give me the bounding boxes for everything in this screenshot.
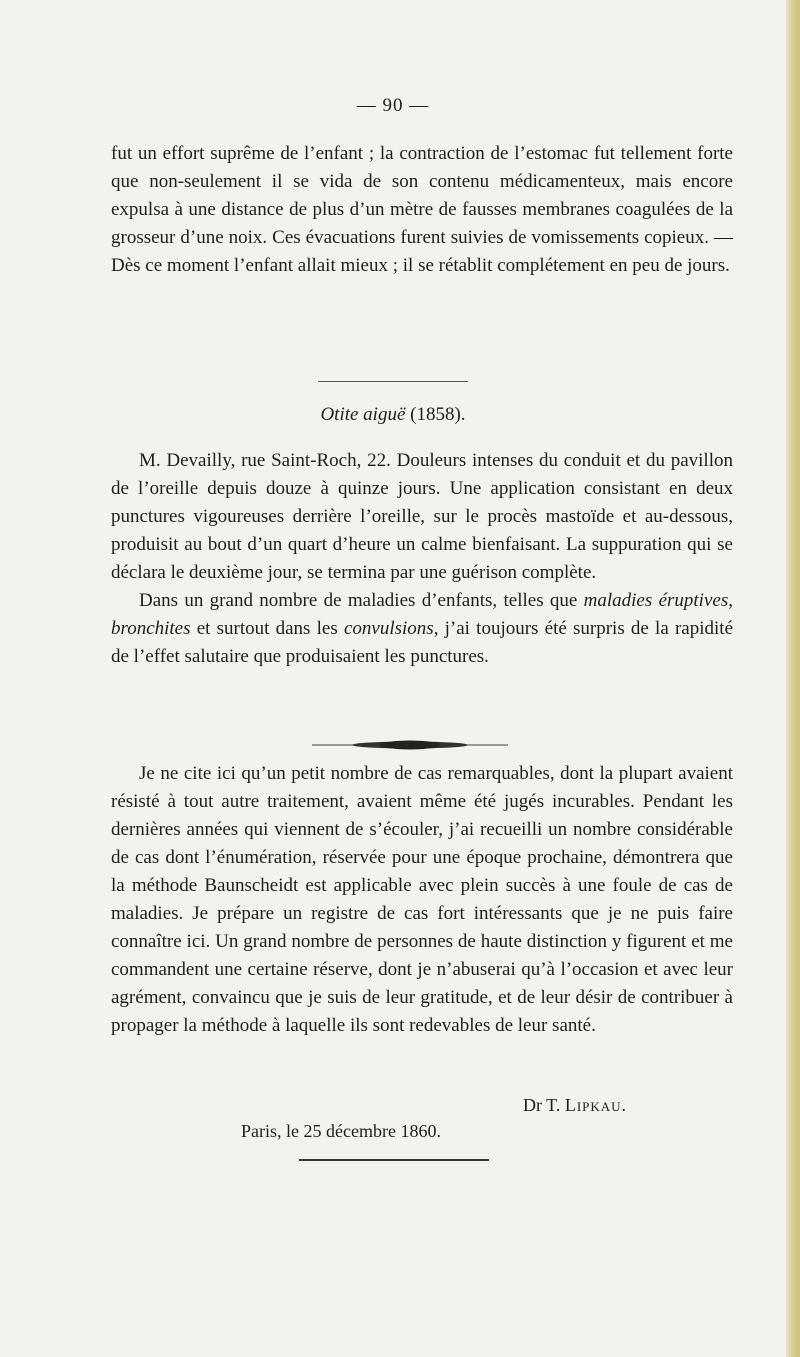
text-run: , j’ai toujours été surpris de la rapidité de l’effet salutaire que produisaient les punctures.	[111, 618, 733, 667]
signature	[523, 1095, 627, 1116]
section-title-italic: Otite aiguë	[320, 404, 406, 425]
signature-title: Dr T.	[523, 1095, 561, 1115]
text-run: ,	[728, 590, 733, 611]
paragraph-text: Je ne cite ici qu’un petit nombre de cas remarquables, dont la plupart avaient résisté à tout autre traitement, avaient même été jugés incurables. Pendant les dernières années qui viennent de s’écouler, j’ai recueilli un nombre considérable de cas dont l’énumération, réservée pour une époque prochaine, démontrera que la méthode Baunscheidt est applicable avec plein succès à une foule de cas de maladies. Je prépare un registre de cas fort intéressants que je ne puis faire connaître ici. Un grand nombre de personnes de haute distinction y figurent et me commandent une certaine réserve, dont je n’abuserai qu’à l’occasion et avec leur agrément, convaincu que je suis de leur gratitude, et de leur désir de contribuer à propager la méthode à laquelle ils sont redevables de leur santé.	[111, 763, 733, 1036]
page-edge	[786, 0, 800, 1357]
paragraph-text: M. Devailly, rue Saint-Roch, 22. Douleurs intenses du conduit et du pavillon de l’oreille depuis douze à quinze jours. Une application consistant en deux punctures vigoureuses derrière l’oreille, sur le procès mastoïde et au-dessous, produisit au bout d’un quart d’heure un calme bienfaisant. La suppuration qui se déclara le deuxième jour, se termina par une guérison complète.	[111, 450, 733, 583]
section-title	[0, 404, 786, 426]
italic-term: maladies éruptives	[583, 590, 729, 611]
italic-term: convulsions	[343, 618, 434, 639]
observation-paragraph	[111, 587, 733, 671]
italic-term: bronchites	[111, 618, 191, 639]
paragraph-continuation	[111, 140, 733, 280]
ornament-divider	[310, 740, 510, 750]
text-run: et surtout dans les	[190, 618, 344, 639]
text-run: Dans un grand nombre de maladies d’enfants, telles que	[139, 590, 584, 611]
paragraph-text	[111, 587, 733, 671]
place-date: Paris, le 25 décembre 1860.	[241, 1121, 441, 1141]
closing-paragraph	[111, 760, 733, 1040]
paragraph-text: fut un effort suprême de l’enfant ; la contraction de l’estomac fut tellement forte que non-seulement il se vida de son contenu médicamenteux, mais encore expulsa à une distance de plus d’un mètre de fausses membranes coagulées de la grosseur d’une noix. Ces évacuations furent suivies de vomissements copieux. — Dès ce moment l’enfant allait mieux ; il se rétablit complétement en peu de jours.	[111, 143, 733, 276]
section-title-year: (1858).	[410, 404, 466, 425]
case-paragraph	[111, 447, 733, 587]
section-divider	[318, 381, 468, 382]
page-number: — 90 —	[356, 95, 430, 116]
closing-rule	[299, 1159, 489, 1161]
signature-name: Lipkau.	[564, 1095, 628, 1115]
